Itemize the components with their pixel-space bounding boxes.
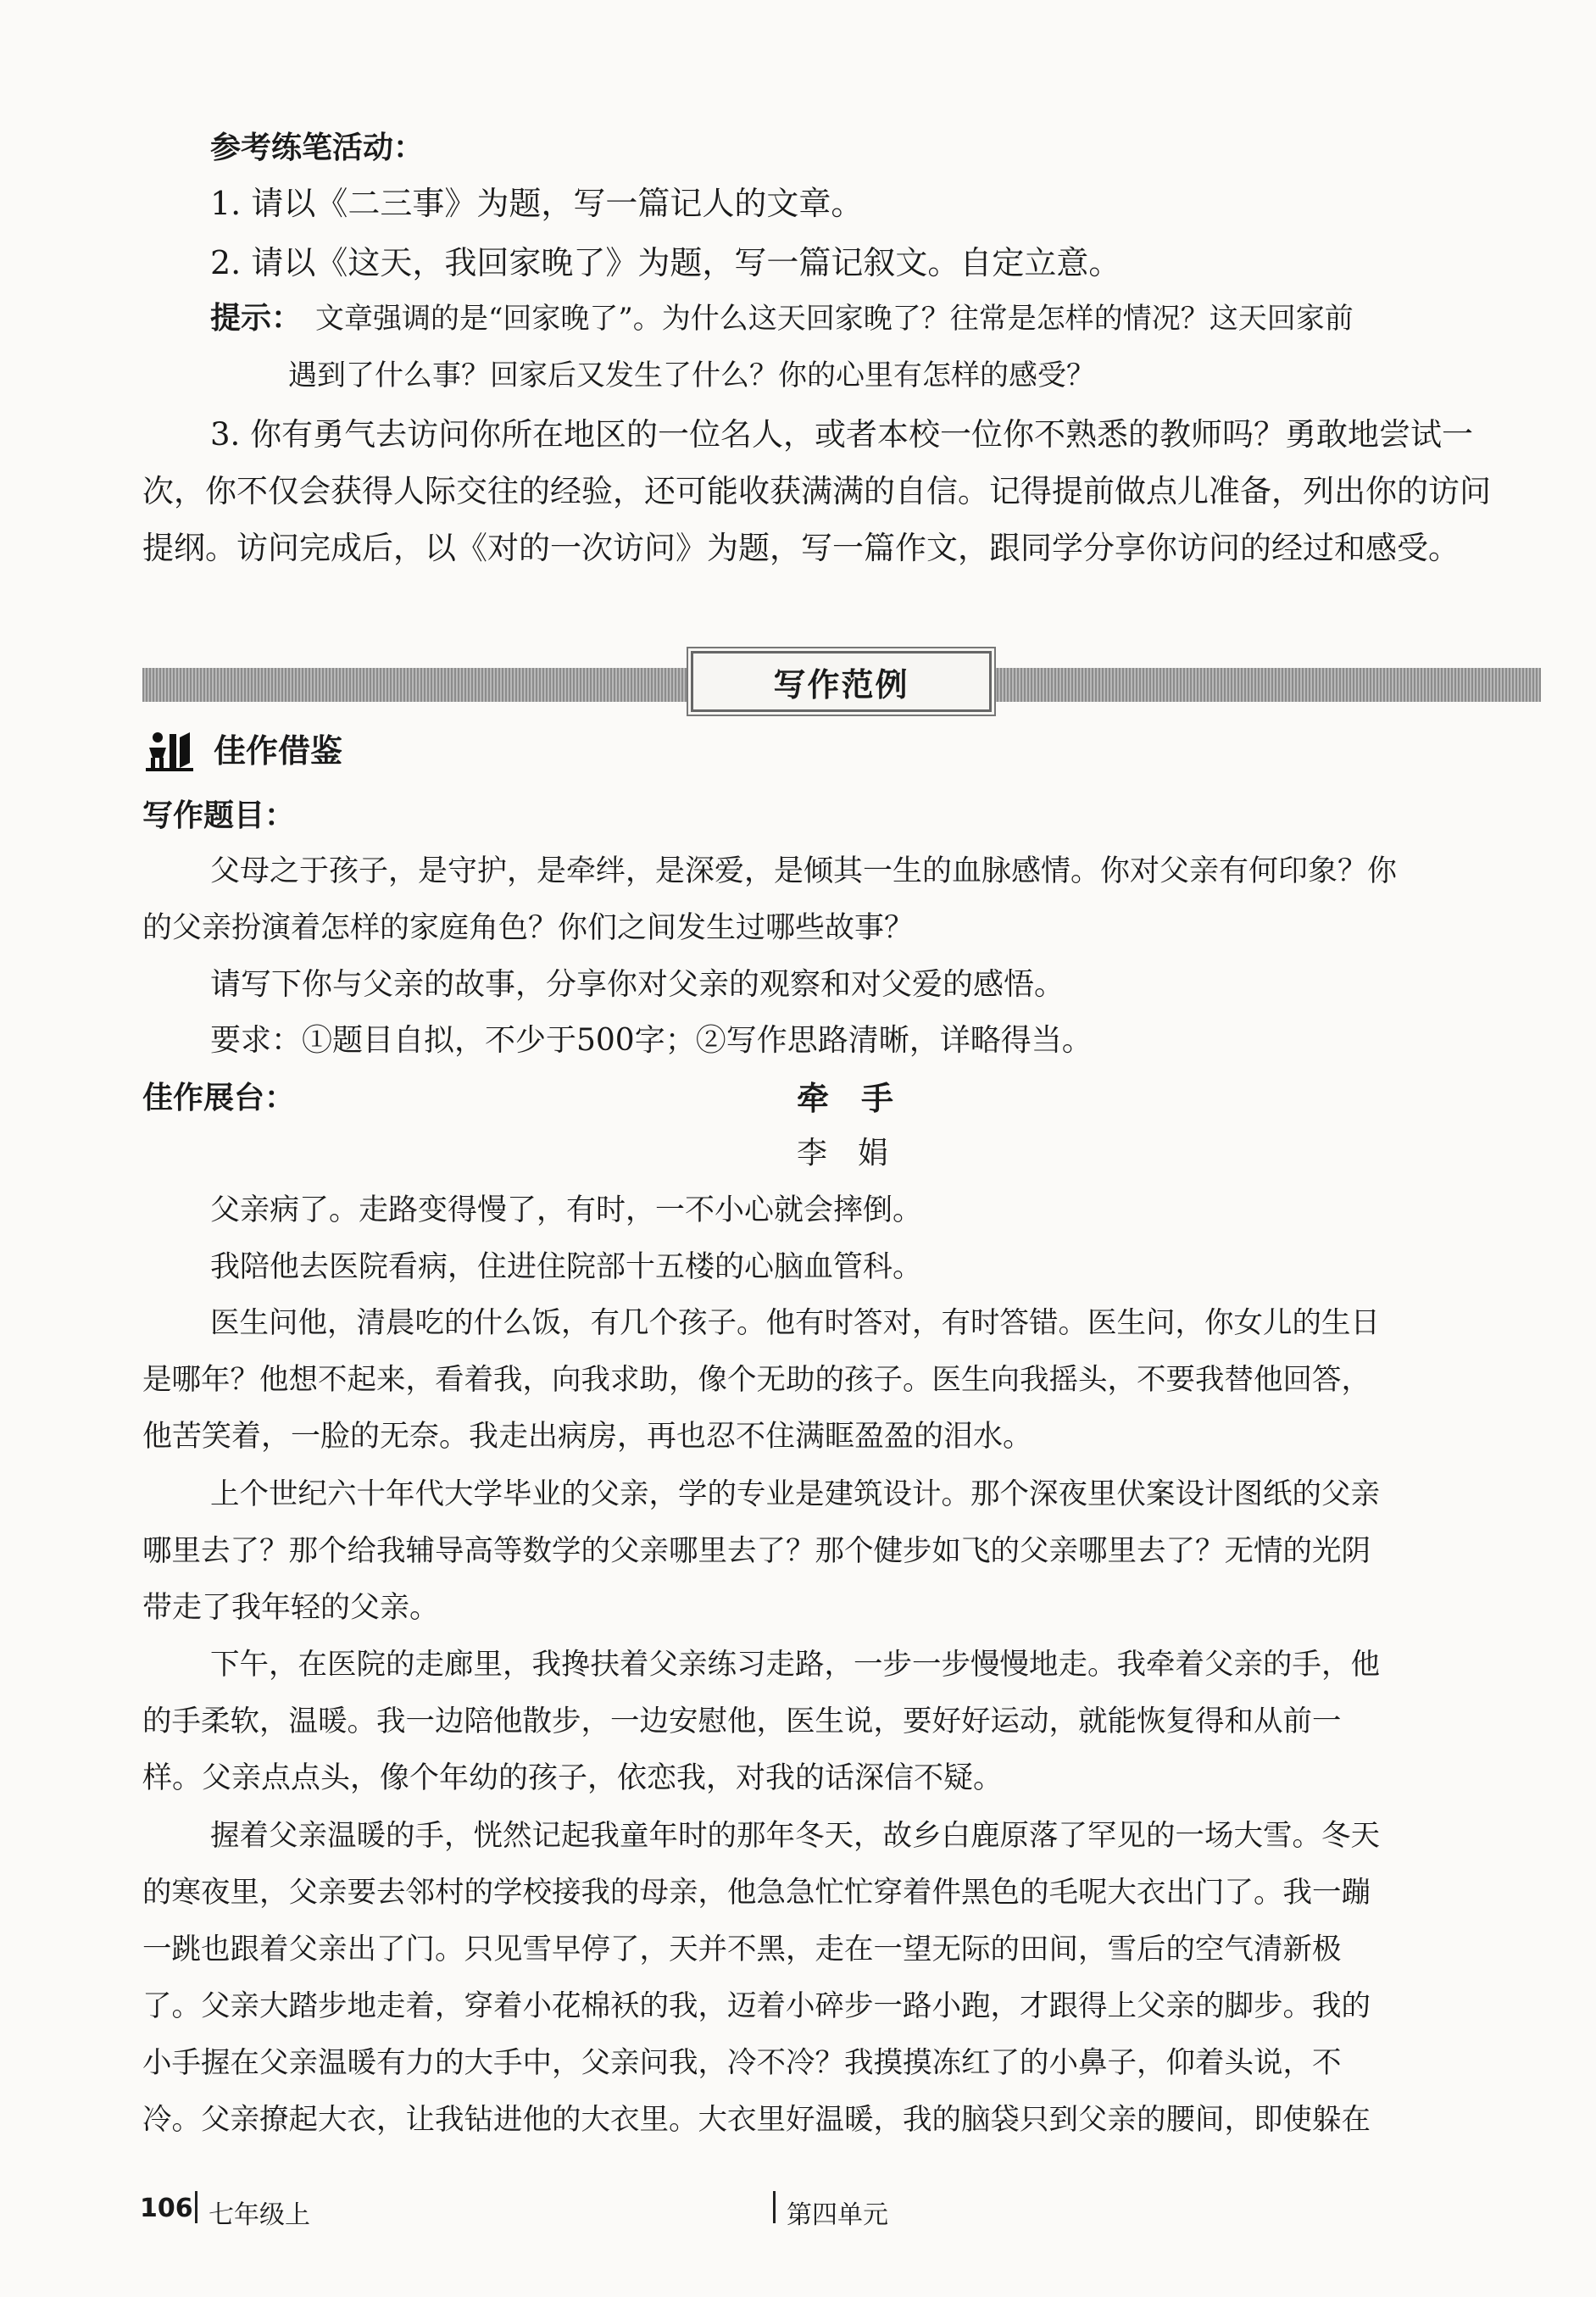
showcase-label: 佳作展台： bbox=[142, 1081, 296, 1115]
reading-person-icon bbox=[146, 729, 193, 771]
footer-divider bbox=[773, 2191, 776, 2223]
essay-line: 样。父亲点点头，像个年幼的孩子，依恋我，对我的话深信不疑。 bbox=[142, 1761, 1004, 1795]
essay-line: 哪里去了？那个给我辅导高等数学的父亲哪里去了？那个健步如飞的父亲哪里去了？无情的光阴 bbox=[142, 1534, 1371, 1568]
page-number: 106 bbox=[140, 2194, 193, 2223]
essay-line: 上个世纪六十年代大学毕业的父亲，学的专业是建筑设计。那个深夜里伏案设计图纸的父亲 bbox=[210, 1477, 1380, 1511]
essay-line: 父亲病了。走路变得慢了，有时，一不小心就会摔倒。 bbox=[210, 1193, 923, 1227]
topic-line: 请写下你与父亲的故事，分享你对父亲的观察和对父爱的感悟。 bbox=[210, 967, 1065, 1002]
essay-line: 下午，在医院的走廊里，我搀扶着父亲练习走路，一步一步慢慢地走。我牵着父亲的手，他 bbox=[210, 1648, 1380, 1682]
excellent-heading: 佳作借鉴 bbox=[214, 732, 343, 770]
essay-line: 的手柔软，温暖。我一边陪他散步，一边安慰他，医生说，要好好运动，就能恢复得和从前一 bbox=[142, 1705, 1342, 1738]
essay-line: 的寒夜里，父亲要去邻村的学校接我的母亲，他急急忙忙穿着件黑色的毛呢大衣出门了。我一蹦 bbox=[142, 1876, 1371, 1910]
practice-item-2: 2. 请以《这天，我回家晚了》为题，写一篇记叙文。自定立意。 bbox=[210, 244, 1121, 281]
footer-divider bbox=[195, 2191, 197, 2223]
essay-line: 冷。父亲撩起大衣，让我钻进他的大衣里。大衣里好温暖，我的脑袋只到父亲的腰间，即使躲在 bbox=[142, 2103, 1371, 2137]
essay-author: 李 娟 bbox=[797, 1136, 889, 1171]
topic-requirements: 要求：①题目自拟，不少于500字；②写作思路清晰，详略得当。 bbox=[210, 1023, 1093, 1058]
essay-line: 小手握在父亲温暖有力的大手中，父亲问我，冷不冷？我摸摸冻红了的小鼻子，仰着头说，不 bbox=[142, 2046, 1342, 2080]
practice-item-1: 1. 请以《二三事》为题，写一篇记人的文章。 bbox=[210, 185, 864, 222]
unit-label: 第四单元 bbox=[787, 2200, 888, 2230]
practice-item-3-line: 次，你不仅会获得人际交往的经验，还可能收获满满的自信。记得提前做点儿准备，列出你的访问 bbox=[142, 473, 1491, 509]
essay-line: 他苦笑着，一脸的无奈。我走出病房，再也忍不住满眶盈盈的泪水。 bbox=[142, 1420, 1033, 1454]
section-title: 写作范例 bbox=[691, 651, 992, 712]
essay-line: 握着父亲温暖的手，恍然记起我童年时的那年冬天，故乡白鹿原落了罕见的一场大雪。冬天 bbox=[210, 1819, 1380, 1853]
hint-line-2: 遇到了什么事？回家后又发生了什么？你的心里有怎样的感受？ bbox=[288, 359, 1095, 392]
practice-item-3-line: 3. 你有勇气去访问你所在地区的一位名人，或者本校一位你不熟悉的教师吗？勇敢地尝试一 bbox=[210, 416, 1474, 453]
essay-line: 带走了我年轻的父亲。 bbox=[142, 1591, 440, 1625]
hint-label: 提示： bbox=[210, 301, 303, 336]
essay-line: 是哪年？他想不起来，看着我，向我求助，像个无助的孩子。医生向我摇头，不要我替他回答， bbox=[142, 1363, 1371, 1397]
topic-line: 父母之于孩子，是守护，是牵绊，是深爱，是倾其一生的血脉感情。你对父亲有何印象？你 bbox=[210, 854, 1398, 888]
practice-item-3-line: 提纲。访问完成后，以《对的一次访问》为题，写一篇作文，跟同学分享你访问的经过和感受。 bbox=[142, 530, 1460, 566]
topic-label: 写作题目： bbox=[142, 798, 296, 833]
essay-line: 了。父亲大踏步地走着，穿着小花棉袄的我，迈着小碎步一路小跑，才跟得上父亲的脚步。我的 bbox=[142, 1989, 1371, 2023]
essay-line: 医生问他，清晨吃的什么饭，有几个孩子。他有时答对，有时答错。医生问，你女儿的生日 bbox=[210, 1306, 1380, 1340]
practice-heading: 参考练笔活动： bbox=[210, 131, 425, 165]
topic-line: 的父亲扮演着怎样的家庭角色？你们之间发生过哪些故事？ bbox=[142, 911, 915, 945]
hint-line-1: 文章强调的是“回家晚了”。为什么这天回家晚了？往常是怎样的情况？这天回家前 bbox=[315, 302, 1354, 336]
essay-line: 一跳也跟着父亲出了门。只见雪早停了，天并不黑，走在一望无际的田间，雪后的空气清新极 bbox=[142, 1933, 1342, 1966]
grade-label: 七年级上 bbox=[209, 2200, 310, 2230]
essay-title: 牵 手 bbox=[797, 1080, 894, 1117]
essay-line: 我陪他去医院看病，住进住院部十五楼的心脑血管科。 bbox=[210, 1250, 923, 1284]
